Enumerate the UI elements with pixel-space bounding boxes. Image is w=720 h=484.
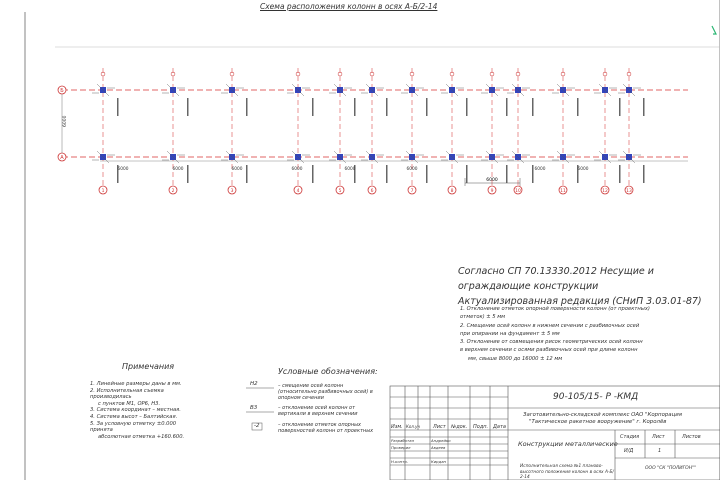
column-tag bbox=[187, 165, 189, 183]
sheet-description: Исполнительная схема №1 планово-высотного положения колонн в осях А-Б/ 2-14 bbox=[520, 464, 614, 480]
name-developer: Андрейко bbox=[431, 438, 451, 443]
header-list: Лист bbox=[433, 424, 446, 430]
span-label: 6000 bbox=[291, 167, 303, 172]
column-label: 7 bbox=[410, 189, 414, 194]
column-axis bbox=[361, 68, 388, 194]
note-item: с пунктов М1, ОР6, Н3. bbox=[98, 400, 161, 407]
column-tag bbox=[643, 165, 645, 183]
column-tag bbox=[246, 165, 248, 183]
name-checker: Авдеев bbox=[431, 445, 446, 450]
column-tag bbox=[246, 98, 248, 116]
column-grid bbox=[92, 68, 645, 194]
standard-item: мм, свыше 8000 до 16000 ± 12 мм bbox=[468, 355, 563, 362]
column-tag bbox=[426, 165, 428, 183]
name-normcontrol: Кирдан bbox=[431, 459, 447, 464]
note-item: 5. За условную отметку ±0.000 принята bbox=[90, 420, 177, 434]
column-axis bbox=[287, 68, 314, 194]
legend-text-b3: – отклонение осей колонн от вертикали в верхнем сечении bbox=[278, 405, 358, 417]
notes-heading: Примечания bbox=[122, 362, 175, 371]
standard-title bbox=[458, 264, 708, 309]
column-label: 6 bbox=[370, 189, 374, 194]
column-axis bbox=[92, 68, 119, 194]
column-tag bbox=[354, 98, 356, 116]
column-tag bbox=[466, 165, 468, 183]
standard-item: 2. Смещение осей колонн в нижнем сечении с разбивочных осей bbox=[460, 322, 640, 329]
column-label: 12 bbox=[602, 189, 608, 194]
document-code: 90-105/15- Р -КМД bbox=[553, 392, 639, 402]
role-normcontrol: Н.контр. bbox=[391, 459, 408, 464]
column-tag bbox=[532, 165, 534, 183]
legend-text-minus2: – отклонение отметок опорных поверхностей колонн от проектных bbox=[278, 422, 374, 434]
column-tag bbox=[187, 98, 189, 116]
row-label-a: А bbox=[60, 155, 64, 161]
note-item: абсолютная отметка +160.600. bbox=[98, 433, 185, 440]
column-label: 10 bbox=[515, 189, 521, 194]
column-axis bbox=[552, 68, 579, 194]
stage-header: Стадия bbox=[620, 434, 640, 440]
column-axis bbox=[401, 68, 428, 194]
legend-heading: Условные обозначения: bbox=[278, 367, 378, 376]
column-tag bbox=[466, 98, 468, 116]
column-label: 2 bbox=[171, 189, 175, 194]
column-tag bbox=[506, 98, 508, 116]
standard-title-line2: Актуализированная редакция (СНиП 3.03.01-87) bbox=[458, 296, 702, 307]
column-tag bbox=[619, 165, 621, 183]
legend-text-h2: – смещение осей колонн (относительно разбивочных осей) в опорном сечении bbox=[278, 383, 373, 401]
span-label: 6000 bbox=[406, 167, 418, 172]
column-tag bbox=[506, 165, 508, 183]
header-kol: Кол.уч bbox=[406, 424, 420, 429]
column-axis bbox=[441, 68, 468, 194]
column-axis bbox=[618, 68, 645, 194]
sheets-header: Листов bbox=[682, 434, 701, 440]
standard-item: при опирании на фундамент ± 5 мм bbox=[460, 330, 560, 337]
role-checker: Проверил bbox=[391, 445, 411, 450]
note-item: 1. Линейные размеры даны в мм. bbox=[90, 381, 182, 387]
column-label: 9 bbox=[490, 189, 494, 194]
span-label: 6000 bbox=[117, 167, 129, 172]
column-label: 13 bbox=[626, 189, 632, 194]
column-axis bbox=[221, 68, 248, 194]
note-item: 2. Исполнительная съемка производилась bbox=[90, 387, 164, 401]
vertical-dimension: 6000 bbox=[63, 115, 68, 127]
column-tag bbox=[426, 98, 428, 116]
column-axis bbox=[481, 68, 508, 194]
column-tag bbox=[643, 98, 645, 116]
legend-symbol-b3: В3 bbox=[250, 405, 258, 411]
legend-symbol-minus2: -2 bbox=[254, 423, 260, 429]
header-podp: Подп. bbox=[473, 424, 489, 430]
drawing-title: Схема расположения колонн в осях А-Б/2-14 bbox=[260, 2, 438, 11]
standard-title-line1: Согласно СП 70.13330.2012 Несущие и ограждающие конструкции bbox=[458, 266, 654, 292]
column-axis bbox=[594, 68, 621, 194]
standard-item: отметок) ± 5 мм bbox=[460, 314, 506, 321]
column-axis bbox=[162, 68, 189, 194]
span-label: 6000 bbox=[577, 167, 589, 172]
column-tag bbox=[312, 98, 314, 116]
column-tag bbox=[619, 98, 621, 116]
object-name-line2: "Тактическое ракетное вооружение" г. Королёв bbox=[529, 419, 667, 425]
standard-item: 1. Отклонение отметок опорной поверхности колонн (от проектных) bbox=[460, 306, 650, 312]
span-label: 6000 bbox=[172, 167, 184, 172]
column-label: 1 bbox=[101, 189, 105, 194]
column-axis bbox=[507, 68, 534, 194]
standard-list bbox=[460, 305, 710, 363]
column-tag bbox=[386, 98, 388, 116]
sheet-header: Лист bbox=[652, 434, 665, 440]
company-name: ООО "СК "ПОЛИГОН"" bbox=[645, 466, 697, 471]
note-item: 3. Система координат – местная. bbox=[90, 407, 181, 414]
column-axis bbox=[329, 68, 356, 194]
note-item: 4. Система высот – Балтийская. bbox=[90, 413, 178, 420]
legend-symbol-h2: Н2 bbox=[250, 381, 258, 387]
standard-item: 3. Отклонение от совмещения рисок геометрических осей колонн bbox=[460, 339, 643, 346]
notes-list bbox=[90, 381, 200, 440]
header-data: Дата bbox=[493, 424, 506, 430]
column-tag bbox=[386, 165, 388, 183]
sheet-value: 1 bbox=[658, 448, 662, 454]
row-label-b: Б bbox=[60, 88, 64, 94]
role-developer: Разработал bbox=[391, 438, 415, 443]
column-tag bbox=[117, 98, 119, 116]
object-name bbox=[523, 412, 693, 426]
column-label: 5 bbox=[338, 189, 342, 194]
span-label: 6000 bbox=[344, 167, 356, 172]
column-tag bbox=[532, 98, 534, 116]
header-izm: Изм. bbox=[391, 424, 403, 430]
column-tag bbox=[312, 165, 314, 183]
column-tag bbox=[577, 98, 579, 116]
header-ndoc: №док. bbox=[451, 424, 468, 430]
column-label: 8 bbox=[450, 189, 454, 194]
stage-value: И/Д bbox=[624, 448, 634, 454]
span-label: 6000 bbox=[231, 167, 243, 172]
gap-dimension: 6000 bbox=[486, 178, 498, 183]
corner-mark bbox=[712, 26, 716, 34]
object-name-line1: Заготовительно-складской комплекс ОАО "Корпорация bbox=[523, 412, 683, 418]
column-label: 3 bbox=[230, 189, 234, 194]
column-label: 11 bbox=[560, 189, 566, 194]
span-label: 6000 bbox=[534, 167, 546, 172]
standard-item: в верхнем сечении с осями разбивочных осей при длине колонн bbox=[460, 347, 638, 354]
column-label: 4 bbox=[296, 189, 300, 194]
sheet-name: Конструкции металлические bbox=[518, 440, 618, 448]
